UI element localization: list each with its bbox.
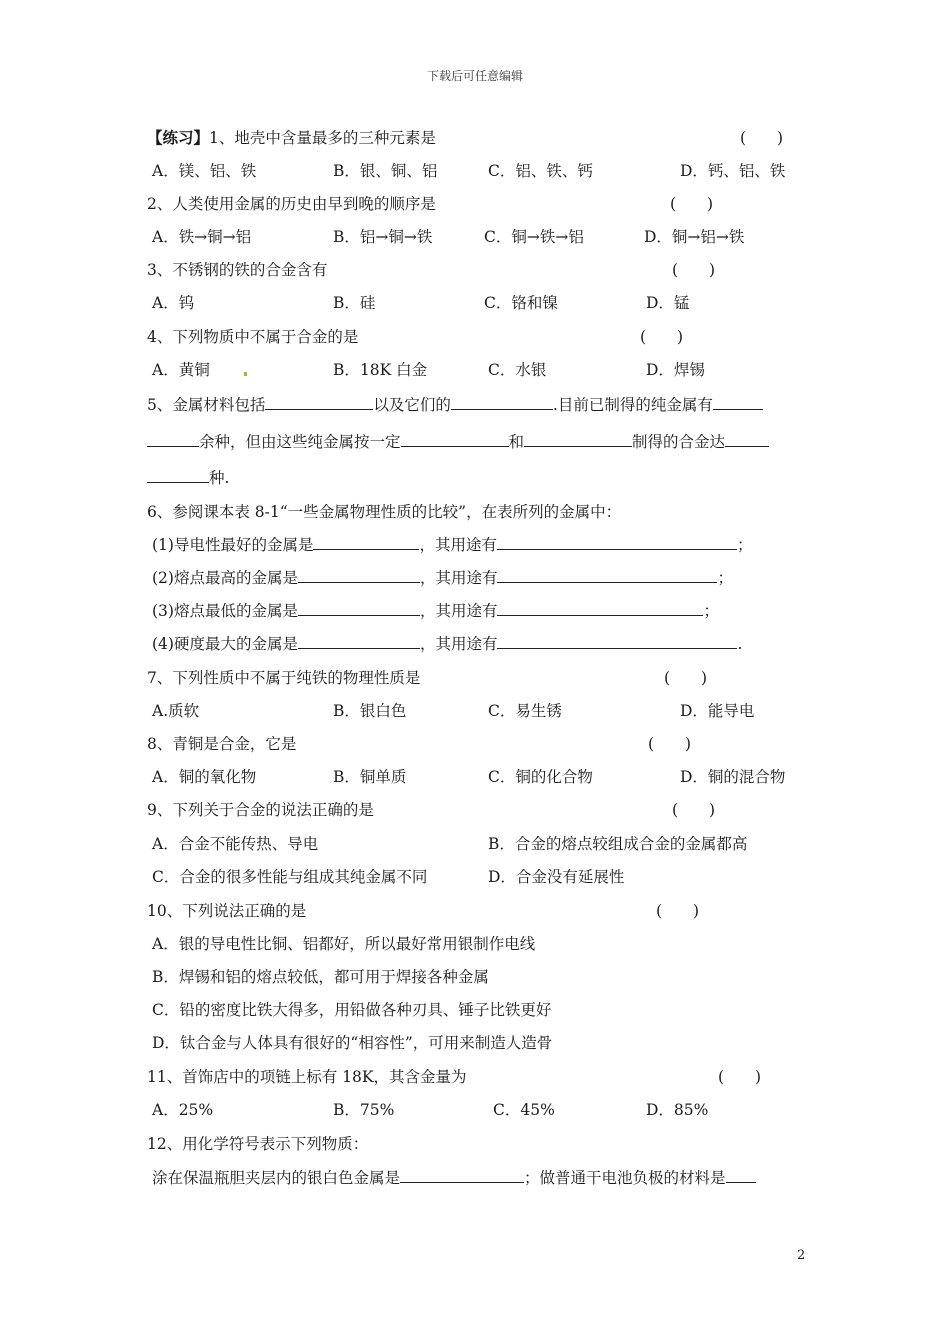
- option-a: A．镁、铝、铁: [152, 162, 257, 180]
- sub-question-1: [152, 535, 753, 555]
- option-a: A．钨: [152, 294, 195, 312]
- exercise-tag: 【练习】: [147, 128, 210, 147]
- question-10: 10、下列说法正确的是: [147, 902, 307, 920]
- answer-paren: ( ): [670, 195, 714, 213]
- fill-blank: [726, 1168, 756, 1183]
- option-b: B．银白色: [333, 702, 407, 720]
- fill-blank: [313, 535, 419, 550]
- fill-blank: [298, 568, 420, 583]
- answer-paren: ( ): [672, 261, 716, 279]
- question-5-line-1: [147, 395, 763, 415]
- question-5-line-2: [147, 432, 769, 452]
- option-d: D．钛合金与人体具有很好的“相容性”，可用来制造人造骨: [152, 1034, 553, 1052]
- speck-mark: [244, 372, 247, 376]
- sub-question-3: [152, 601, 719, 621]
- option-b: B．铜单质: [333, 768, 407, 786]
- answer-paren: ( ): [664, 669, 708, 687]
- text: (4)硬度最大的金属是: [152, 635, 298, 653]
- option-b: B．硅: [333, 294, 376, 312]
- option-d: D．钙、铝、铁: [680, 162, 786, 180]
- question-1: [147, 128, 436, 148]
- fill-blank: [497, 634, 737, 649]
- option-a: A．合金不能传热、导电: [152, 835, 319, 853]
- question-7: 7、下列性质中不属于纯铁的物理性质是: [147, 669, 421, 687]
- question-9: 9、下列关于合金的说法正确的是: [147, 801, 374, 819]
- fill-blank: [524, 432, 632, 447]
- text: 以及它们的: [373, 396, 451, 414]
- option-b: B．18K 白金: [333, 361, 428, 379]
- option-c: C．45%: [493, 1101, 555, 1119]
- option-c: C．铝、铁、钙: [488, 162, 593, 180]
- option-c: C．铜→铁→铝: [484, 228, 584, 246]
- fill-blank: [400, 1168, 524, 1183]
- option-d: D．铜的混合物: [680, 768, 786, 786]
- text: 涂在保温瓶胆夹层内的银白色金属是: [152, 1169, 401, 1187]
- text: ；做普通干电池负极的材料是: [524, 1169, 726, 1187]
- question-3: 3、不锈钢的铁的合金含有: [147, 261, 328, 279]
- text: ；: [703, 602, 719, 620]
- answer-paren: ( ): [648, 735, 692, 753]
- text: (3)熔点最低的金属是: [152, 602, 298, 620]
- answer-paren: ( ): [718, 1068, 762, 1086]
- option-a: A．25%: [152, 1101, 214, 1119]
- text: 制得的合金达: [632, 433, 726, 451]
- option-c: C．合金的很多性能与组成其纯金属不同: [152, 868, 428, 886]
- fill-blank: [298, 634, 420, 649]
- option-a: A.质软: [152, 702, 200, 720]
- option-c: C．铬和镍: [484, 294, 558, 312]
- text: .目前已制得的纯金属有: [552, 396, 713, 414]
- fill-blank: [497, 535, 737, 550]
- fill-blank: [147, 468, 209, 483]
- text: ，其用途有: [419, 602, 498, 620]
- option-d: D．焊锡: [646, 361, 705, 379]
- fill-blank: [147, 432, 199, 447]
- text: 种.: [209, 469, 230, 487]
- fill-blank: [725, 432, 769, 447]
- page-number: 2: [797, 1248, 806, 1263]
- answer-paren: ( ): [640, 328, 684, 346]
- fill-blank: [401, 432, 509, 447]
- answer-paren: ( ): [672, 801, 716, 819]
- fill-blank: [713, 395, 763, 410]
- option-a: A．黄铜: [152, 361, 210, 379]
- question-11: 11、首饰店中的项链上标有 18K，其含金量为: [147, 1068, 467, 1086]
- option-c: C．铅的密度比铁大得多，用铅做各种刃具、锤子比铁更好: [152, 1001, 552, 1019]
- text: ，其用途有: [419, 536, 497, 554]
- text: 5、金属材料包括: [147, 396, 266, 414]
- question-8: 8、青铜是合金，它是: [147, 735, 297, 753]
- question-2: 2、人类使用金属的历史由早到晚的顺序是: [147, 195, 436, 213]
- text: (1)导电性最好的金属是: [152, 536, 314, 554]
- option-a: A．铁→铜→铝: [152, 228, 252, 246]
- answer-paren: ( ): [740, 129, 784, 147]
- option-d: D．能导电: [680, 702, 755, 720]
- page-header: 下载后可任意编辑: [426, 69, 523, 83]
- option-d: D．铜→铝→铁: [644, 228, 745, 246]
- option-c: C．水银: [488, 361, 547, 379]
- option-b: B．75%: [333, 1101, 395, 1119]
- fill-blank: [497, 568, 717, 583]
- question-12-line-2: [152, 1168, 756, 1188]
- option-d: D．85%: [646, 1101, 709, 1119]
- fill-blank: [497, 601, 703, 616]
- text: 余种，但由这些纯金属按一定: [199, 433, 401, 451]
- option-c: C．铜的化合物: [488, 768, 593, 786]
- question-4: 4、下列物质中不属于合金的是: [147, 328, 359, 346]
- fill-blank: [451, 395, 553, 410]
- question-12: 12、用化学符号表示下列物质：: [147, 1135, 369, 1153]
- option-d: D．合金没有延展性: [488, 868, 625, 886]
- option-b: B．焊锡和铝的熔点较低，都可用于焊接各种金属: [152, 968, 489, 986]
- question-5-line-3: [147, 468, 229, 488]
- text: (2)熔点最高的金属是: [152, 569, 298, 587]
- text: ；: [736, 536, 753, 554]
- text: ，其用途有: [419, 635, 498, 653]
- option-a: A．铜的氧化物: [152, 768, 257, 786]
- option-d: D．锰: [646, 294, 690, 312]
- question-text: 1、地壳中含量最多的三种元素是: [209, 129, 436, 147]
- question-6: 6、参阅课本表 8-1“一些金属物理性质的比较”，在表所列的金属中：: [147, 503, 622, 521]
- option-b: B．银、铜、铝: [333, 162, 438, 180]
- fill-blank: [265, 395, 373, 410]
- sub-question-4: [152, 634, 742, 654]
- option-b: B．铝→铜→铁: [333, 228, 433, 246]
- option-c: C．易生锈: [488, 702, 562, 720]
- fill-blank: [298, 601, 420, 616]
- text: .: [737, 635, 743, 653]
- sub-question-2: [152, 568, 733, 588]
- option-b: B．合金的熔点较组成合金的金属都高: [488, 835, 748, 853]
- answer-paren: ( ): [656, 902, 700, 920]
- text: ；: [717, 569, 733, 587]
- text: 和: [508, 433, 525, 451]
- option-a: A．银的导电性比铜、铝都好，所以最好常用银制作电线: [152, 935, 536, 953]
- text: ，其用途有: [419, 569, 498, 587]
